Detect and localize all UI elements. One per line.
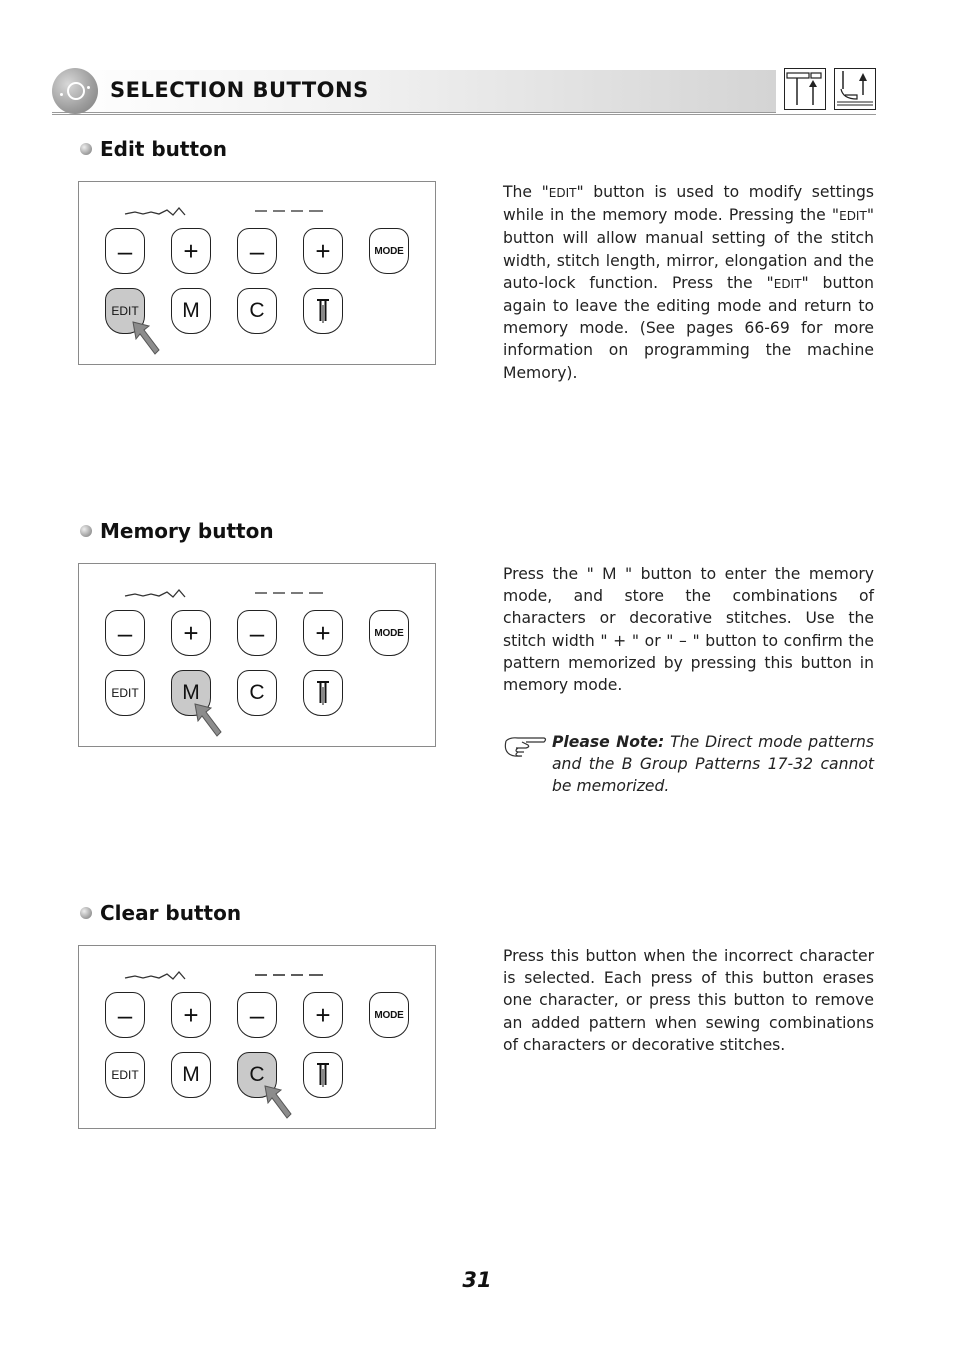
- header-rule: [52, 114, 876, 115]
- mode-button[interactable]: MODE: [369, 228, 409, 274]
- section-title-memory: Memory button: [80, 519, 274, 543]
- width-minus-button[interactable]: –: [105, 992, 145, 1038]
- edit-button[interactable]: EDIT: [105, 1052, 145, 1098]
- stitch-width-wave-icon: [123, 970, 193, 982]
- button-panel-edit: [78, 181, 436, 365]
- presser-foot-up-icon: [834, 68, 876, 110]
- stitch-length-dashes-icon: [255, 590, 325, 596]
- page-title: SELECTION BUTTONS: [110, 78, 369, 102]
- twin-needle-icon: [315, 1061, 331, 1089]
- edit-description: The "EDIT" button is used to modify settings while in the memory mode. Pressing the "EDIT" button will allow manual setting of the stitch width, stitch length, mirror, elongation and the auto-lock function. Press the "EDIT" button again to leave the editing mode and return to memory mode. (See pages 66-69 for more information on programming the machine Memory).: [503, 183, 874, 382]
- twin-needle-button[interactable]: [303, 288, 343, 334]
- twin-needle-button[interactable]: [303, 1052, 343, 1098]
- length-minus-button[interactable]: –: [237, 610, 277, 656]
- stitch-width-wave-icon: [123, 206, 193, 218]
- twin-needle-button[interactable]: [303, 670, 343, 716]
- button-panel-memory: [78, 563, 436, 747]
- width-plus-button[interactable]: +: [171, 610, 211, 656]
- button-panel-clear: [78, 945, 436, 1129]
- clear-description: Press this button when the incorrect character is selected. Each press of this button erases one character, or press this button to remove an added pattern when sewing combinations of characters or decorative stitches.: [503, 947, 874, 1054]
- twin-needle-icon: [315, 679, 331, 707]
- memory-description: Press the " M " button to enter the memory mode, and store the combinations of characters or decorative stitches. Use the stitch width " + " or " – " button to confirm the pattern memorized by pressing this button in memory mode.: [503, 564, 874, 695]
- mode-button[interactable]: MODE: [369, 610, 409, 656]
- bullet-icon: [80, 143, 92, 155]
- section-title-clear: Clear button: [80, 901, 241, 925]
- clear-button[interactable]: C: [237, 288, 277, 334]
- twin-needle-icon: [315, 297, 331, 325]
- width-minus-button[interactable]: –: [105, 228, 145, 274]
- memory-note: Please Note: The Direct mode patterns and the B Group Patterns 17-32 cannot be memorized.: [552, 733, 874, 796]
- page-number: 31: [462, 1268, 492, 1292]
- memory-button[interactable]: M: [171, 288, 211, 334]
- width-minus-button[interactable]: –: [105, 610, 145, 656]
- pointing-hand-icon: [502, 733, 548, 759]
- stitch-length-dashes-icon: [255, 972, 325, 978]
- edit-button[interactable]: EDIT: [105, 670, 145, 716]
- memory-button[interactable]: M: [171, 670, 211, 716]
- stitch-width-wave-icon: [123, 588, 193, 600]
- length-plus-button[interactable]: +: [303, 610, 343, 656]
- width-plus-button[interactable]: +: [171, 228, 211, 274]
- length-minus-button[interactable]: –: [237, 228, 277, 274]
- length-plus-button[interactable]: +: [303, 228, 343, 274]
- bullet-icon: [80, 525, 92, 537]
- mode-button[interactable]: MODE: [369, 992, 409, 1038]
- clear-button[interactable]: C: [237, 670, 277, 716]
- edit-button[interactable]: EDIT: [105, 288, 145, 334]
- memory-button[interactable]: M: [171, 1052, 211, 1098]
- bullet-icon: [80, 907, 92, 919]
- needle-up-icon: [784, 68, 826, 110]
- length-plus-button[interactable]: +: [303, 992, 343, 1038]
- length-minus-button[interactable]: –: [237, 992, 277, 1038]
- width-plus-button[interactable]: +: [171, 992, 211, 1038]
- gear-circle-icon: [52, 68, 98, 114]
- section-title-edit: Edit button: [80, 137, 227, 161]
- pointer-arrow-icon: [131, 320, 163, 358]
- stitch-length-dashes-icon: [255, 208, 325, 214]
- pointer-arrow-icon: [263, 1084, 295, 1122]
- clear-button[interactable]: C: [237, 1052, 277, 1098]
- pointer-arrow-icon: [193, 702, 225, 740]
